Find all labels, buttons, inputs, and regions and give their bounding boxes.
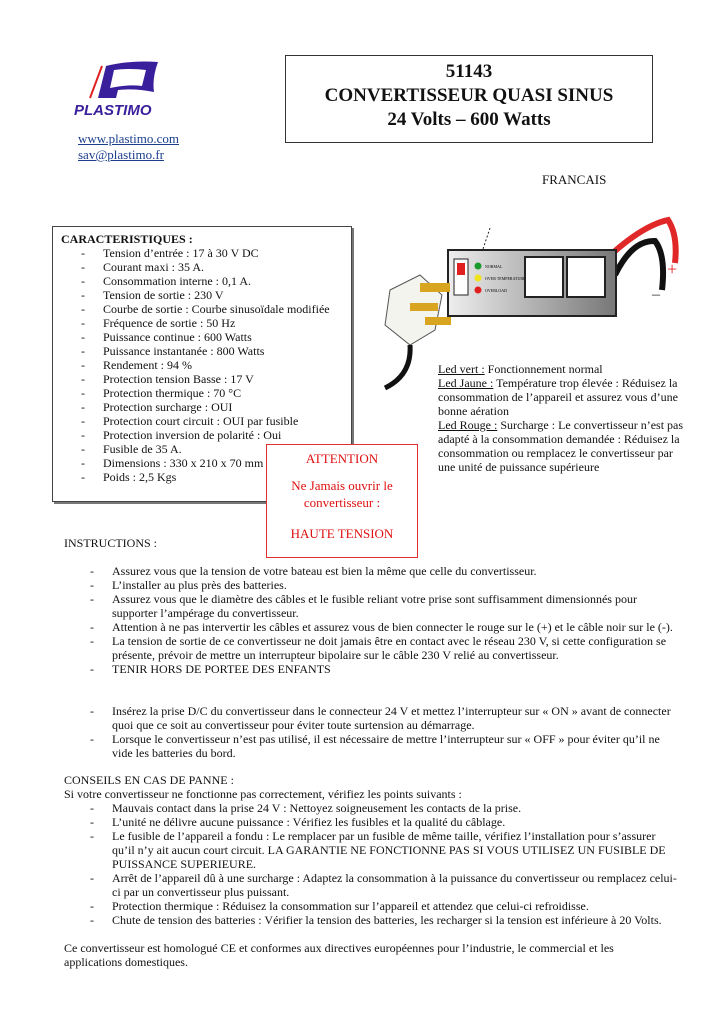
attention-box — [266, 444, 418, 558]
specs-heading: CARACTERISTIQUES : — [61, 232, 193, 246]
logo-text: PLASTIMO — [74, 102, 152, 119]
attention-warning: Ne Jamais ouvrir le convertisseur : — [291, 478, 393, 510]
led-red — [475, 287, 482, 294]
led-yellow — [475, 275, 482, 282]
spec-item: - Rendement : 94 % — [61, 358, 343, 372]
plastimo-logo — [72, 58, 172, 123]
instruction-item: - TENIR HORS DE PORTEE DES ENFANTS — [70, 662, 680, 676]
spec-item: - Puissance continue : 600 Watts — [61, 330, 343, 344]
instruction-item: - L’installer au plus près des batteries. — [70, 578, 680, 592]
led-label: Led vert : — [438, 362, 485, 376]
instruction-item: - La tension de sortie de ce convertisseur ne doit jamais être en contact avec le réseau 230 V, si cette configuration se présente, prévoir de mettre un interrupteur bipolaire sur le câble 230 V relié au convertisseur. — [70, 634, 680, 662]
led-green — [475, 263, 482, 270]
spec-item: - Protection tension Basse : 17 V — [61, 372, 343, 386]
spec-item: - Tension de sortie : 230 V — [61, 288, 343, 302]
spec-item: - Protection court circuit : OUI par fusible — [61, 414, 343, 428]
spec-item: - Tension d’entrée : 17 à 30 V DC — [61, 246, 343, 260]
socket-1 — [525, 257, 563, 297]
spec-item: - Puissance instantanée : 800 Watts — [61, 344, 343, 358]
instructions-heading: INSTRUCTIONS : — [64, 536, 158, 550]
spec-item: - Fréquence de sortie : 50 Hz — [61, 316, 343, 330]
product-title: CONVERTISSEUR QUASI SINUS — [324, 85, 614, 106]
svg-text:OVERLOAD: OVERLOAD — [485, 288, 507, 293]
instruction-item: - Assurez vous que la tension de votre bateau est bien la même que celle du convertisseur. — [70, 564, 680, 578]
led-legend — [438, 362, 688, 474]
svg-text:OVER TEMPERATURE: OVER TEMPERATURE — [485, 276, 526, 281]
troubleshooting-intro: Si votre convertisseur ne fonctionne pas correctement, vérifiez les points suivants : — [64, 787, 462, 801]
led-label: Led Jaune : — [438, 376, 494, 390]
instruction-item: - Assurez vous que le diamètre des câbles et le fusible reliant votre prise sont suffisamment dimensionnés pour supporter l’ampérage du convertisseur. — [70, 592, 680, 620]
led-text: Fonctionnement normal — [484, 362, 603, 376]
logo-flag-icon — [72, 58, 172, 120]
spec-item: - Protection surcharge : OUI — [61, 400, 343, 414]
minus-label: – — [652, 286, 660, 303]
language-label: FRANCAIS — [542, 172, 607, 187]
socket-2 — [567, 257, 605, 297]
led-description — [438, 362, 688, 376]
led-description — [438, 376, 688, 418]
troubleshooting-heading: CONSEILS EN CAS DE PANNE : — [64, 773, 234, 787]
spec-item: - Protection inversion de polarité : Oui — [61, 428, 343, 442]
email-link[interactable]: sav@plastimo.fr — [78, 147, 164, 162]
spec-item: - Protection thermique : 70 °C — [61, 386, 343, 400]
spec-item: - Dimensions : 330 x 210 x 70 mm — [61, 456, 343, 470]
troubleshooting-item: - Mauvais contact dans la prise 24 V : Nettoyez soigneusement les contacts de la prise. — [70, 801, 680, 815]
instruction-item: - Lorsque le convertisseur n’est pas utilisé, il est nécessaire de mettre l’interrupteur sur « OFF » pour éviter qu’il ne vide les batteries du bord. — [70, 732, 680, 760]
spec-item: - Courant maxi : 35 A. — [61, 260, 343, 274]
troubleshooting-item: - Le fusible de l’appareil a fondu : Le remplacer par un fusible de même taille, vérifiez l’installation pour s’assurer qu’il n’y ait aucun court circuit. LA GARANTIE NE FONCTIONNE PAS SI VOUS UTILISEZ UN FUSIBLE DE PUISSANCE SUPERIEURE. — [70, 829, 680, 871]
troubleshooting-item: - Chute de tension des batteries : Vérifier la tension des batteries, les recharger si la tension est inférieure à 20 Volts. — [70, 913, 680, 927]
attention-high-voltage: HAUTE TENSION — [290, 526, 394, 541]
led-text: Surcharge : Le convertisseur n’est pas adapté à la consommation demandée : Réduisez la consommation ou remplacez le convertisseur par une unité de puissance supérieure — [438, 418, 684, 474]
troubleshooting-item: - L’unité ne délivre aucune puissance : Vérifiez les fusibles et la qualité du câblage. — [70, 815, 680, 829]
spec-item: - Poids : 2,5 Kgs — [61, 470, 343, 484]
troubleshooting-item: - Protection thermique : Réduisez la consommation sur l’appareil et attendez que celui-ci refroidisse. — [70, 899, 680, 913]
title-box — [285, 55, 653, 143]
svg-text:NORMAL: NORMAL — [485, 264, 503, 269]
website-link[interactable]: www.plastimo.com — [78, 131, 179, 146]
attention-title: ATTENTION — [305, 451, 379, 466]
led-label: Led Rouge : — [438, 418, 498, 432]
instructions-list — [70, 564, 680, 676]
spec-item: - Consommation interne : 0,1 A. — [61, 274, 343, 288]
plug-cable — [385, 345, 410, 388]
instructions-list-2 — [70, 704, 680, 760]
troubleshooting-item: - Arrêt de l’appareil dû à une surcharge : Adaptez la consommation à la puissance du convertisseur ou remplacez celui-ci par un convertisseur plus puissant. — [70, 871, 680, 899]
spec-item: - Courbe de sortie : Courbe sinusoïdale modifiée — [61, 302, 343, 316]
led-description — [438, 418, 688, 474]
footer-text: Ce convertisseur est homologué CE et conformes aux directives européennes pour l’industrie, le commercial et les applications domestiques. — [64, 941, 614, 969]
instruction-item: - Insérez la prise D/C du convertisseur dans le connecteur 24 V et mettez l’interrupteur sur « ON » avant de connecter quoi que ce soit au convertisseur pour éviter toute surtension au démarrage. — [70, 704, 680, 732]
product-subtitle: 24 Volts – 600 Watts — [387, 109, 551, 130]
troubleshooting-list — [70, 801, 680, 927]
spec-item: - Fusible de 35 A. — [61, 442, 343, 456]
product-ref: 51143 — [445, 61, 493, 82]
plus-label: + — [667, 259, 678, 279]
led-text: Température trop élevée : Réduisez la consommation de l’appareil et assurez vous d’une bonne aération — [438, 376, 678, 418]
instruction-item: - Attention à ne pas intervertir les câbles et assurez vous de bien connecter le rouge sur le (+) et le câble noir sur le (-). — [70, 620, 680, 634]
